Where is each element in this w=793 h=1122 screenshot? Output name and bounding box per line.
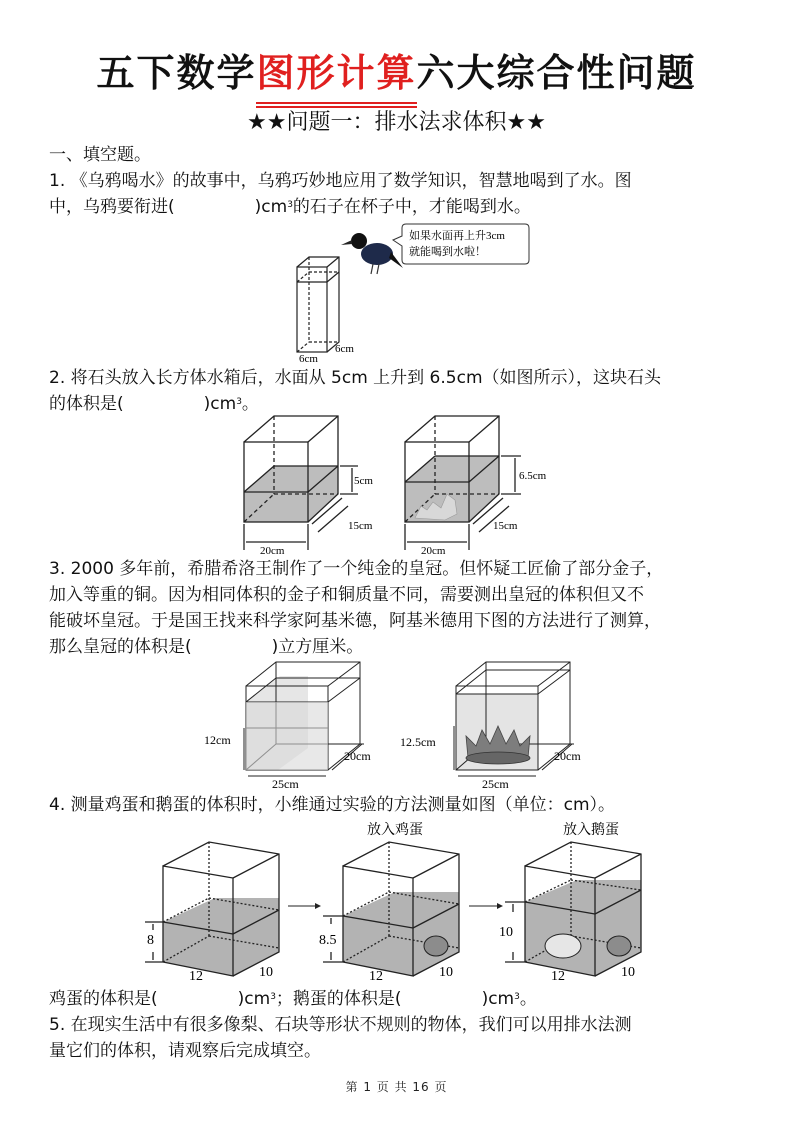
svg-text:12.5cm: 12.5cm <box>400 735 436 749</box>
section-heading: 一、填空题。 <box>49 145 151 165</box>
svg-text:10: 10 <box>499 925 513 940</box>
subtitle: ★★问题一：排水法求体积★★ <box>247 110 546 135</box>
svg-text:10: 10 <box>621 965 635 980</box>
egg-tank-figure <box>135 818 695 983</box>
q3-line3: 能破坏皇冠。于是国王找来科学家阿基米德，阿基米德用下图的方法进行了测算， <box>49 611 661 631</box>
svg-text:12: 12 <box>369 969 383 984</box>
svg-text:15cm: 15cm <box>493 520 518 532</box>
svg-text:如果水面再上升3cm: 如果水面再上升3cm <box>409 230 505 242</box>
q1-line1: 1. 《乌鸦喝水》的故事中，乌鸦巧妙地应用了数学知识，智慧地喝到了水。图 <box>49 171 632 191</box>
q5-line2: 量它们的体积，请观察后完成填空。 <box>49 1041 321 1061</box>
svg-text:10: 10 <box>259 965 273 980</box>
svg-text:放入鹅蛋: 放入鹅蛋 <box>563 823 619 838</box>
page-footer: 第 1 页 共 16 页 <box>345 1080 448 1094</box>
svg-text:20cm: 20cm <box>344 749 371 763</box>
crown-tank-figure <box>200 660 600 790</box>
svg-text:就能喝到水啦！: 就能喝到水啦！ <box>409 246 486 258</box>
chicken-egg-icon <box>607 936 631 956</box>
svg-text:5cm: 5cm <box>354 475 373 487</box>
svg-text:12: 12 <box>551 969 565 984</box>
title-suffix: 六大综合性问题 <box>416 51 697 95</box>
svg-text:6cm: 6cm <box>335 343 354 355</box>
svg-text:20cm: 20cm <box>260 545 285 557</box>
q3-line4: 那么皇冠的体积是( )立方厘米。 <box>49 637 364 657</box>
goose-egg-icon <box>545 934 581 958</box>
q3-line2: 加入等重的铜。因为相同体积的金子和铜质量不同，需要测出皇冠的体积但又不 <box>49 585 644 605</box>
q3-line1: 3. 2000 多年前，希腊希洛王制作了一个纯金的皇冠。但怀疑工匠偷了部分金子， <box>49 559 664 579</box>
svg-text:15cm: 15cm <box>348 520 373 532</box>
q1-line2: 中，乌鸦要衔进( )$cm^3$的石子在杯子中，才能喝到水。 <box>49 197 531 217</box>
svg-text:放入鸡蛋: 放入鸡蛋 <box>367 823 423 838</box>
svg-text:12: 12 <box>189 969 203 984</box>
svg-text:12cm: 12cm <box>204 733 231 747</box>
stone-tank-figure <box>240 414 580 559</box>
title-prefix: 五下数学 <box>96 51 257 95</box>
svg-text:8.5: 8.5 <box>319 933 337 948</box>
svg-text:20cm: 20cm <box>554 749 581 763</box>
svg-text:25cm: 25cm <box>482 777 509 791</box>
svg-text:6.5cm: 6.5cm <box>519 470 547 482</box>
svg-text:25cm: 25cm <box>272 777 299 791</box>
q2-line2: 的体积是( )$cm^3$。 <box>49 394 259 414</box>
chicken-egg-icon <box>424 936 448 956</box>
q4-line1: 4. 测量鸡蛋和鹅蛋的体积时，小维通过实验的方法测量如图（单位：cm）。 <box>49 795 616 815</box>
crow-figure <box>285 222 545 367</box>
svg-text:10: 10 <box>439 965 453 980</box>
q5-line1: 5. 在现实生活中有很多像梨、石块等形状不规则的物体，我们可以用排水法测 <box>49 1015 632 1035</box>
svg-text:20cm: 20cm <box>421 545 446 557</box>
q2-line1: 2. 将石头放入长方体水箱后，水面从 5cm 上升到 6.5cm（如图所示），这块石头 <box>49 368 661 388</box>
title-highlight: 图形计算 <box>256 51 417 95</box>
page-title <box>0 50 793 96</box>
svg-text:8: 8 <box>147 933 154 948</box>
q4-answer-line: 鸡蛋的体积是( )$cm^3$；鹅蛋的体积是( )$cm^3$。 <box>49 989 537 1009</box>
svg-text:6cm: 6cm <box>299 353 318 365</box>
